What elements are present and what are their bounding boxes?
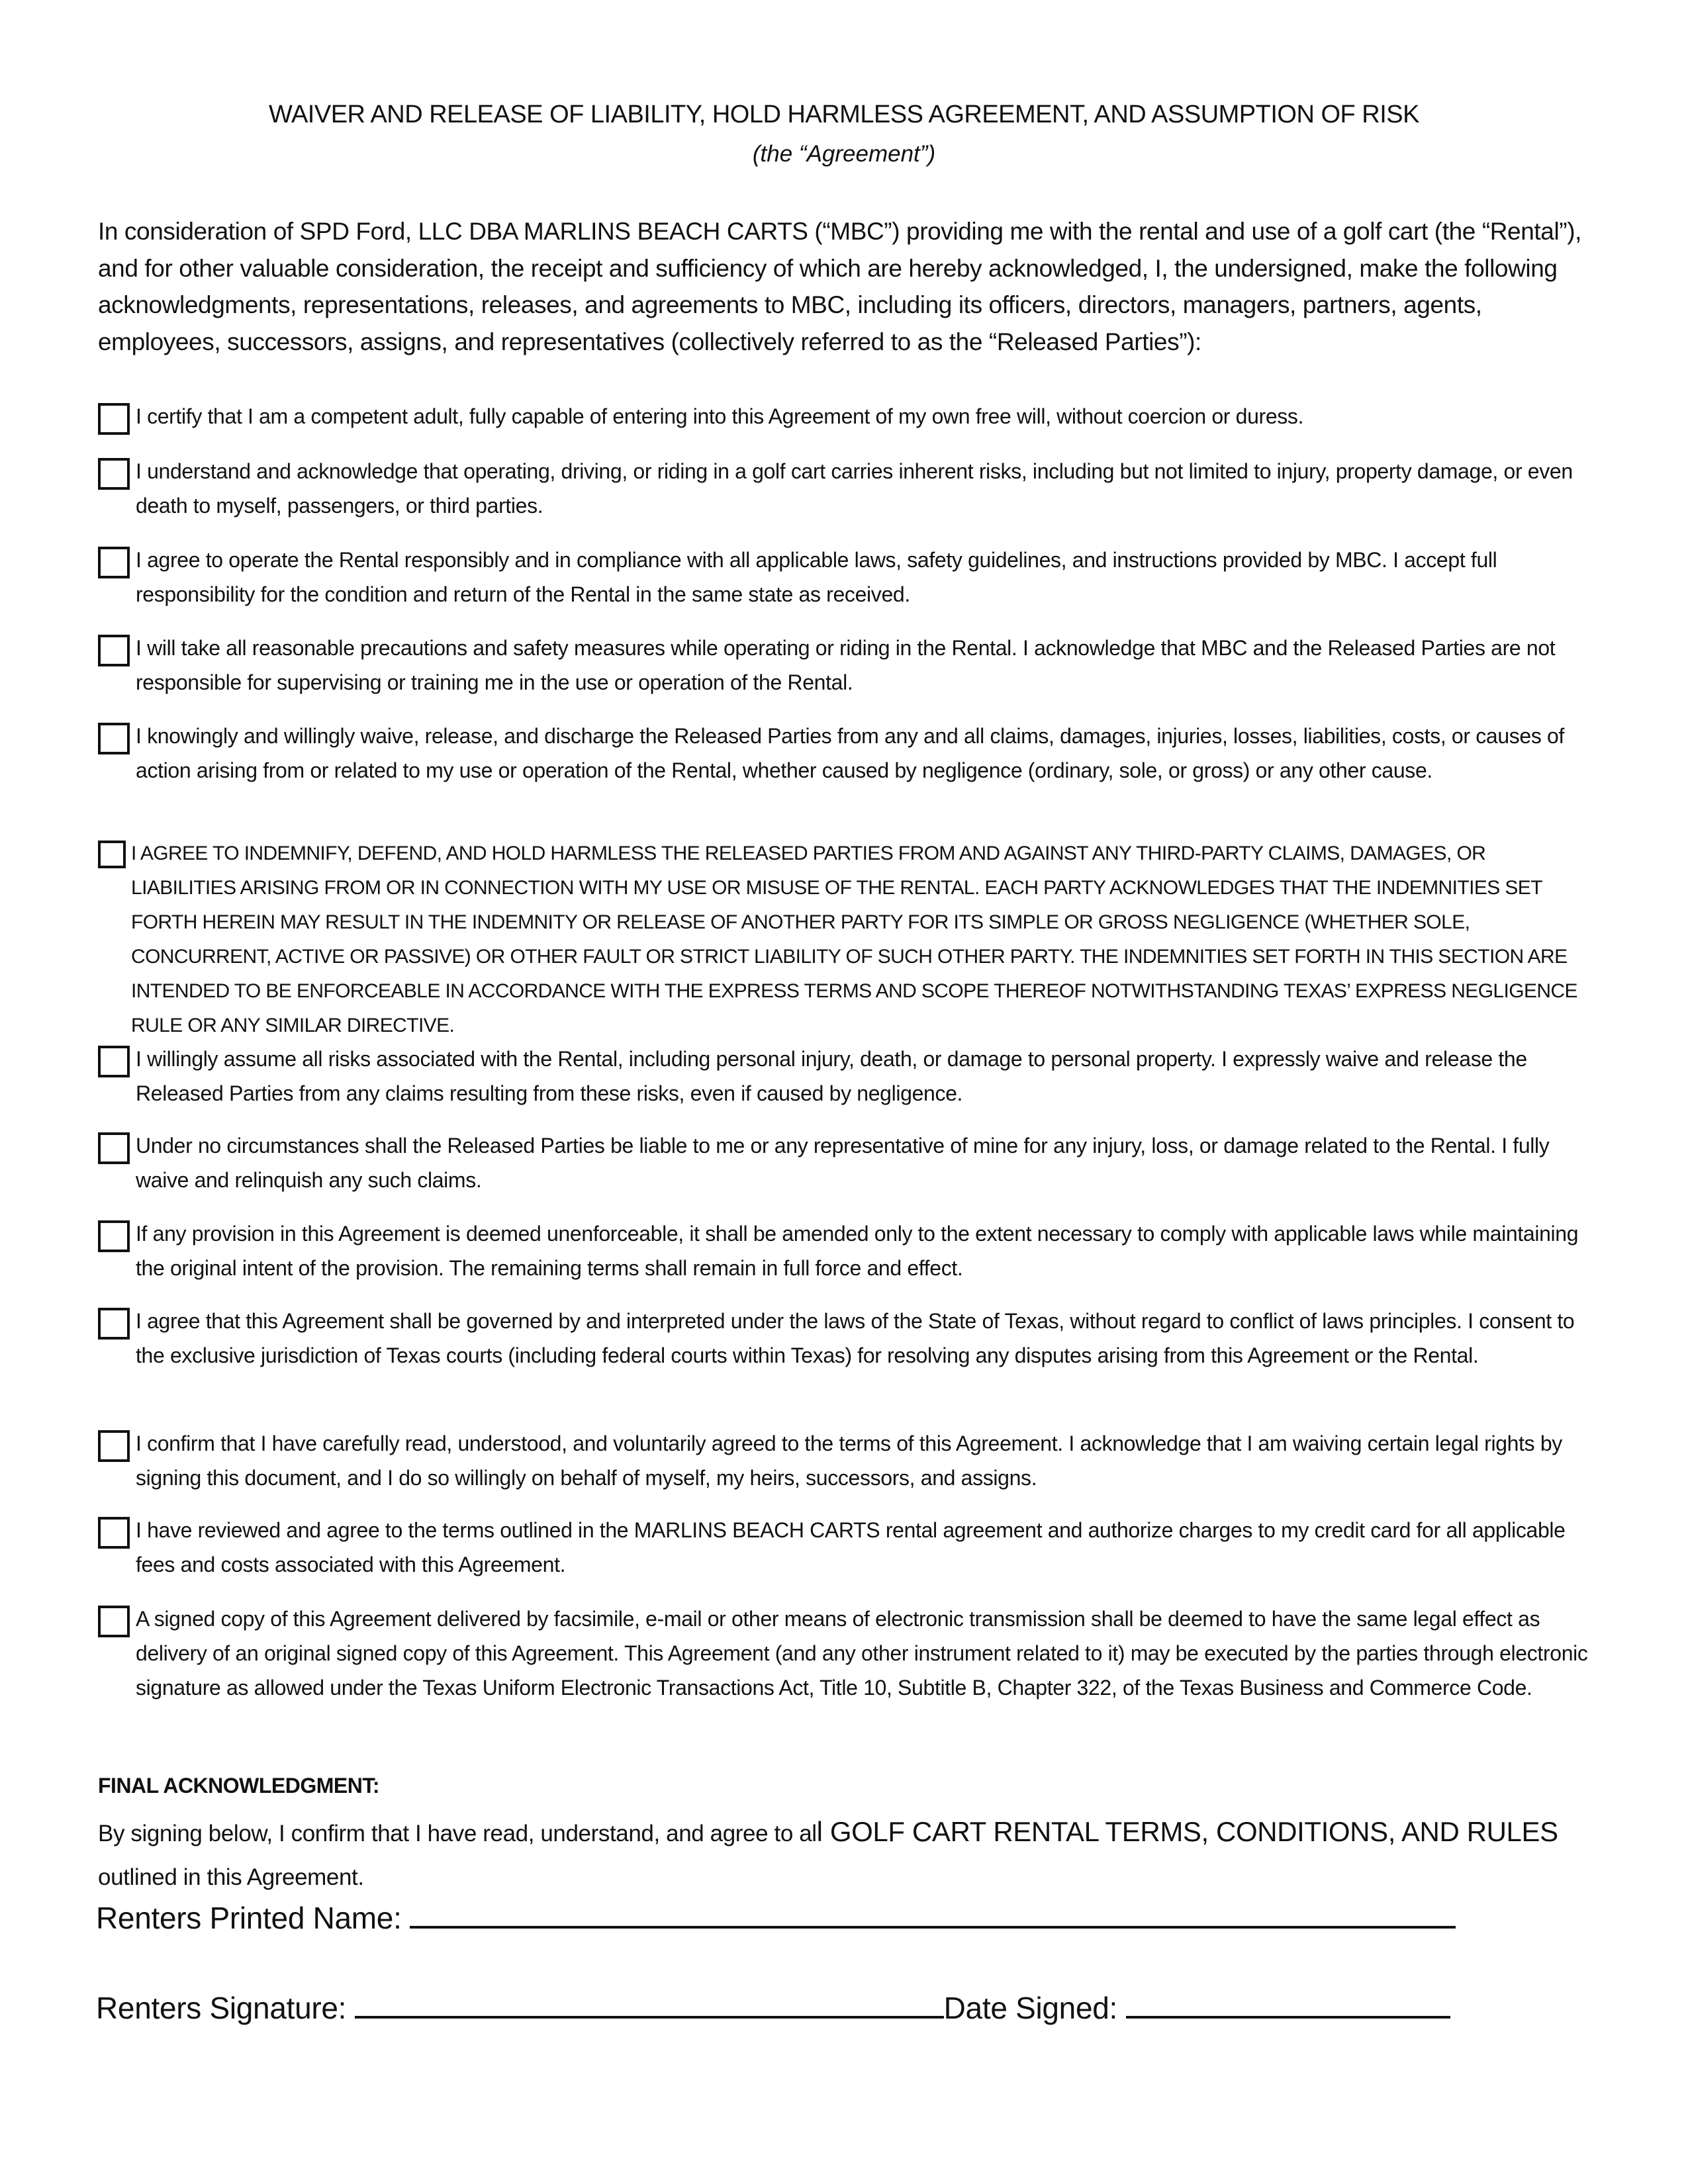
acknowledgment-checkbox[interactable] <box>98 1132 130 1164</box>
acknowledgment-text: I certify that I am a competent adult, fully capable of entering into this Agreement of my own free will, without coercion or duress. <box>136 404 1304 428</box>
acknowledgment-item <box>98 454 1594 523</box>
acknowledgment-item <box>98 837 1594 1043</box>
acknowledgment-checkbox[interactable] <box>98 723 130 754</box>
acknowledgment-text: I knowingly and willingly waive, release, and discharge the Released Parties from any and all claims, damages, injuries, losses, liabilities, costs, or causes of action arising from or related to my use or operation of the Rental, whether caused by negligence (ordinary, sole, or gross) or any other cause. <box>136 724 1565 782</box>
acknowledgment-text: I willingly assume all risks associated with the Rental, including personal injury, death, or damage to personal property. I expressly waive and release the Released Parties from any claims resulting from these risks, even if caused by negligence. <box>136 1047 1527 1105</box>
acknowledgment-checkbox[interactable] <box>98 547 130 578</box>
acknowledgment-checkbox[interactable] <box>98 841 126 868</box>
printed-name-label: Renters Printed Name: <box>96 1901 402 1935</box>
acknowledgment-checkbox[interactable] <box>98 1046 130 1077</box>
acknowledgment-text: I have reviewed and agree to the terms outlined in the MARLINS BEACH CARTS rental agreement and authorize charges to my credit card for all applicable fees and costs associated with this Agreement. <box>136 1518 1566 1576</box>
signature-row <box>96 1987 1450 2026</box>
acknowledgment-text: If any provision in this Agreement is deemed unenforceable, it shall be amended only to the extent necessary to comply with applicable laws while maintaining the original intent of the provision. The remaining terms shall remain in full force and effect. <box>136 1222 1579 1280</box>
final-text-prefix: By signing below, I confirm that I have read, understand, and agree to al <box>98 1821 817 1846</box>
intro-paragraph: In consideration of SPD Ford, LLC DBA MARLINS BEACH CARTS (“MBC”) providing me with the rental and use of a golf cart (the “Rental”), and for other valuable consideration, the receipt and sufficiency of which are hereby acknowledged, I, the undersigned, make the following acknowledgments, representations, releases, and agreements to MBC, including its officers, directors, managers, partners, agents, employees, successors, assigns, and representatives (collectively referred to as the “Released Parties”): <box>98 218 1582 355</box>
acknowledgment-item <box>98 1128 1594 1197</box>
final-text-emphasis: GOLF CART RENTAL TERMS, CONDITIONS, AND RULES <box>822 1816 1558 1847</box>
signature-label: Renters Signature: <box>96 1991 347 2025</box>
acknowledgment-item <box>98 719 1594 788</box>
final-acknowledgment-heading: FINAL ACKNOWLEDGMENT: <box>98 1774 380 1797</box>
acknowledgment-text: I will take all reasonable precautions and safety measures while operating or riding in the Rental. I acknowledge that MBC and the Released Parties are not responsible for supervising or training me in the use or operation of the Rental. <box>136 636 1556 694</box>
acknowledgment-checkbox[interactable] <box>98 1606 130 1637</box>
final-text-l: l <box>816 1816 823 1847</box>
acknowledgment-checkbox[interactable] <box>98 458 130 490</box>
document-subtitle: (the “Agreement”) <box>752 141 936 167</box>
acknowledgment-checkbox[interactable] <box>98 1220 130 1252</box>
printed-name-field[interactable] <box>410 1897 1456 1929</box>
printed-name-row <box>96 1897 1456 1936</box>
acknowledgment-text: Under no circumstances shall the Released Parties be liable to me or any representative of mine for any injury, loss, or damage related to the Rental. I fully waive and relinquish any such claims. <box>136 1134 1550 1192</box>
acknowledgment-checkbox[interactable] <box>98 1308 130 1340</box>
acknowledgment-checkbox[interactable] <box>98 1517 130 1549</box>
final-acknowledgment-text <box>98 1810 1594 1899</box>
acknowledgment-text: I AGREE TO INDEMNIFY, DEFEND, AND HOLD HARMLESS THE RELEASED PARTIES FROM AND AGAINST ANY THIRD-PARTY CLAIMS, DAMAGES, OR LIABILITIES ARISING FROM OR IN CONNECTION WITH MY USE OR MISUSE OF THE RENTAL. EACH PARTY ACKNOWLEDGES THAT THE INDEMNITIES SET FORTH HEREIN MAY RESULT IN THE INDEMNITY OR RELEASE OF ANOTHER PARTY FOR ITS SIMPLE OR GROSS NEGLIGENCE (WHETHER SOLE, CONCURRENT, ACTIVE OR PASSIVE) OR OTHER FAULT OR STRICT LIABILITY OF SUCH OTHER PARTY. THE INDEMNITIES SET FORTH IN THIS SECTION ARE INTENDED TO BE ENFORCEABLE IN ACCORDANCE WITH THE EXPRESS TERMS AND SCOPE THEREOF NOTWITHSTANDING TEXAS’ EXPRESS NEGLIGENCE RULE OR ANY SIMILAR DIRECTIVE. <box>131 842 1577 1036</box>
acknowledgment-item <box>98 1513 1594 1582</box>
acknowledgment-item <box>98 399 1594 433</box>
acknowledgment-item <box>98 1042 1594 1111</box>
acknowledgment-item <box>98 1304 1594 1373</box>
acknowledgment-text: I confirm that I have carefully read, understood, and voluntarily agreed to the terms of this Agreement. I acknowledge that I am waiving certain legal rights by signing this document, and I do so willingly on behalf of myself, my heirs, successors, and assigns. <box>136 1432 1562 1490</box>
acknowledgment-item <box>98 1216 1594 1285</box>
date-signed-label: Date Signed: <box>943 1991 1118 2025</box>
final-text-suffix: outlined in this Agreement. <box>98 1864 364 1890</box>
acknowledgment-item <box>98 631 1594 700</box>
acknowledgment-checkbox[interactable] <box>98 1430 130 1462</box>
acknowledgment-item <box>98 1602 1594 1705</box>
acknowledgment-text: A signed copy of this Agreement delivered by facsimile, e-mail or other means of electronic transmission shall be deemed to have the same legal effect as delivery of an original signed copy of this Agreement. This Agreement (and any other instrument related to it) may be executed by the parties through electronic signature as allowed under the Texas Uniform Electronic Transactions Act, Title 10, Subtitle B, Chapter 322, of the Texas Business and Commerce Code. <box>136 1607 1588 1700</box>
acknowledgment-item <box>98 543 1594 612</box>
document-title: WAIVER AND RELEASE OF LIABILITY, HOLD HARMLESS AGREEMENT, AND ASSUMPTION OF RISK <box>268 101 1419 128</box>
acknowledgment-item <box>98 1426 1594 1495</box>
acknowledgment-text: I understand and acknowledge that operating, driving, or riding in a golf cart carries inherent risks, including but not limited to injury, property damage, or even death to myself, passengers, or third parties. <box>136 459 1573 518</box>
signature-field[interactable] <box>355 1987 944 2019</box>
acknowledgment-checkbox[interactable] <box>98 403 130 435</box>
acknowledgment-text: I agree to operate the Rental responsibly and in compliance with all applicable laws, safety guidelines, and instructions provided by MBC. I accept full responsibility for the condition and return of the Rental in the same state as received. <box>136 548 1497 606</box>
acknowledgment-text: I agree that this Agreement shall be governed by and interpreted under the laws of the State of Texas, without regard to conflict of laws principles. I consent to the exclusive jurisdiction of Texas courts (including federal courts within Texas) for resolving any disputes arising from this Agreement or the Rental. <box>136 1309 1575 1367</box>
acknowledgment-checkbox[interactable] <box>98 635 130 666</box>
date-signed-field[interactable] <box>1126 1987 1450 2019</box>
